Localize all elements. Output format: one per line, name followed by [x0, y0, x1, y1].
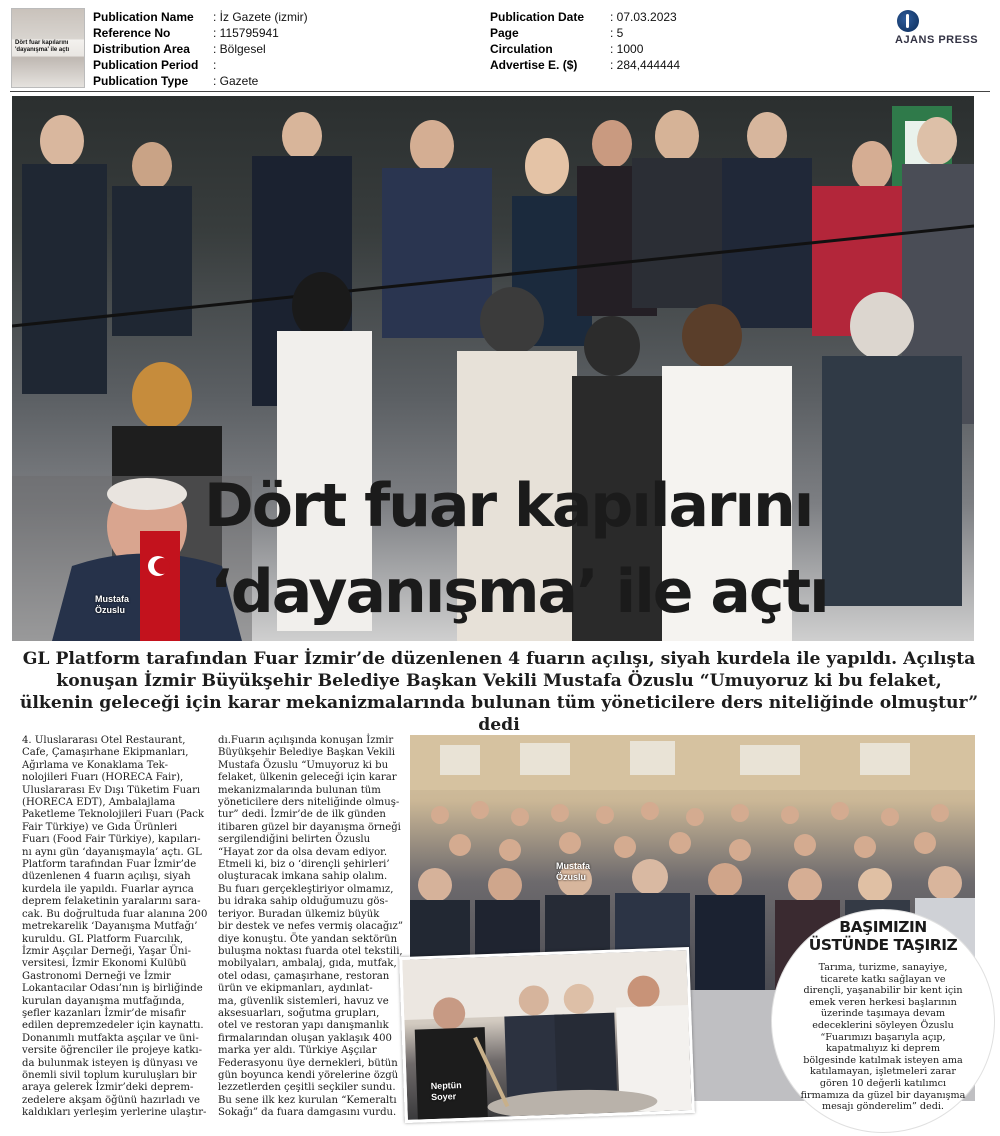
- meta-key: Publication Type: [93, 74, 189, 88]
- photo3-caption: Neptün Soyer: [430, 1080, 462, 1103]
- meta-value: : 284,444444: [610, 58, 681, 72]
- meta-key: Publication Period: [93, 58, 199, 72]
- ajans-press-logo[interactable]: [895, 10, 991, 50]
- meta-key: Distribution Area: [93, 42, 190, 56]
- headline-line-2: ‘dayanışma’ ile açtı: [210, 557, 828, 627]
- meta-row-publication-type: [93, 73, 308, 89]
- headline-line-1: Dört fuar kapılarını: [204, 471, 813, 541]
- page-thumbnail[interactable]: [11, 8, 85, 88]
- meta-value: : 5: [610, 26, 624, 40]
- meta-key: Circulation: [490, 42, 553, 56]
- sidebar-body: Tarıma, turizme, sanayiye, ticarete katkı sağlayan ve dirençli, yaşanabilir bir kent için emek veren herkesi başlarının üzerinde taşımaya devam edeceklerini söyleyen Özuslu “Fuarımızı başarıyla açıp, kapatmalıyız ki deprem bölgesinde katılmak isteyen ama katılamayan, işletmeleri zarar gören 10 değerli katılımcı firmamıza da güzel bir dayanışma mesajı gönderelim” dedi.: [800, 962, 966, 1113]
- meta-row-circulation: [490, 41, 680, 57]
- meta-key: Publication Date: [490, 10, 585, 24]
- meta-row-publication-period: [93, 57, 308, 73]
- meta-row-advertise-equivalent: [490, 57, 680, 73]
- meta-value: : 07.03.2023: [610, 10, 677, 24]
- thumbnail-headline: Dört fuar kapılarını 'dayanışma' ile açtı: [15, 40, 70, 53]
- meta-key: Reference No: [93, 26, 171, 40]
- meta-value: : 115795941: [213, 26, 279, 40]
- meta-row-page: [490, 25, 680, 41]
- meta-value: : Bölgesel: [213, 42, 266, 56]
- meta-row-distribution-area: [93, 41, 308, 57]
- meta-row-publication-name: [93, 9, 308, 25]
- publication-meta-right: [490, 9, 680, 73]
- sidebar-title-line-1: BAŞIMIZIN: [839, 918, 927, 936]
- meta-value: :: [213, 58, 217, 72]
- ajans-press-logo-text: AJANS PRESS: [895, 34, 979, 46]
- article-column-1: 4. Uluslararası Otel Restaurant, Cafe, Çamaşırhane Ekipmanları, Ağırlama ve Konaklama Tek- nolojileri Fuarı (HORECA Fair), Uluslararası Ev Dışı Tüketim Fuarı (HORECA EDT), Ambalajlama Paketleme Teknolojileri Fuarı (Pack Fair Türkiye) ve Gıda Ürünleri Fuarı (Food Fair Türkiye), kapıları- nı aynı gün ‘dayanışmayla’ açtı. GL Platform tarafından Fuar İzmir’de düzenlenen 4 fuarın açılışı, siyah kurdela ile yapıldı. Fuarlar ayrıca deprem felaketinin yaralarını sara- cak. Bu doğrultuda fuar alanına 200 metrekarelik ‘Dayanışma Mutfağı’ kuruldu. GL Platform Fuarcılık, İzmir Aşçılar Derneği, Yaşar Üni- versitesi, İzmir Ekonomi Kulübü Gastronomi Derneği ve İzmir Lokantacılar Odası’nın iş birliğinde kurulan dayanışma mutfağında, şefler kazanları İzmir’de misafir edilen depremzedeler için kaynattı. Donanımlı mutfakta aşçılar ve üni- versite öğrenciler ile projeye katkı- da bulunmak isteyen iş dünyası ve önemli sivil toplum kuruluşları bir araya gelerek İzmir’deki deprem- zedelere akşam öğünü hazırladı ve kaldıkları yerleşim yerlerine ulaştır-: [22, 735, 208, 1119]
- meta-row-reference-no: [93, 25, 308, 41]
- sidebar-quote-box: [772, 910, 994, 1132]
- photo2-caption: Mustafa Özuslu: [556, 861, 591, 882]
- meta-value: : Gazete: [213, 74, 259, 88]
- hero-photo-caption: Mustafa Özuslu: [95, 594, 130, 615]
- meta-key: Advertise E. ($): [490, 58, 578, 72]
- kitchen-photo: [399, 947, 695, 1123]
- meta-value: : İz Gazete (izmir): [213, 10, 308, 24]
- header-divider: [10, 91, 990, 92]
- meta-value: : 1000: [610, 42, 644, 56]
- sidebar-title-line-2: ÜSTÜNDE TAŞIRIZ: [808, 936, 958, 954]
- article-lead: GL Platform tarafından Fuar İzmir’de düzenlenen 4 fuarın açılışı, siyah kurdela ile yapıldı. Açılışta konuşan İzmir Büyükşehir Belediye Başkan Vekili Mustafa Özuslu “Umuyoruz ki bu felaket, ülkenin geleceği için karar mekanizmalarında bulunan tüm yöneticilere ders niteliğinde olmuştur” dedi: [19, 649, 979, 735]
- article-column-2: dı.Fuarın açılışında konuşan İzmir Büyükşehir Belediye Başkan Vekili Mustafa Özuslu “Umuyoruz ki bu felaket, ülkenin geleceği için karar mekanizmalarında bulunan tüm yöneticilere ders niteliğinde olmuş- tur” dedi. İzmir’de de ilk günden itibaren güzel bir dayanışma örneği sergilendiğini belirten Özuslu “Hayat zor da olsa devam ediyor. Etmeli ki, biz o ‘dirençli şehirleri’ oluşturacak imkana sahip olalım. Bu fuarı gerçekleştiriyor olmamız, bu idraka sahip olduğumuzu gös- teriyor. Buradan ülkemiz büyük bir destek ve nefes vermiş olacağız” diye konuştu. Öte yandan sektörün buluşma noktası fuarda otel tekstili, mobilyaları, ambalaj, gıda, mutfak, otel odası, çamaşırhane, restoran ürün ve ekipmanları, aydınlat- ma, güvenlik sistemleri, havuz ve aksesuarları, soğutma grupları, otel ve restoran yapı danışmanlık firmalarından oluşan yaklaşık 400 marka yer aldı. Türkiye Aşçılar Federasyonu üye dernekleri, bütün gün boyunca kendi yörelerine özgü lezzetlerden çeşitli seçkiler sundu. Bu sene ilk kez kurulan “Kemeraltı Sokağı” da fuara damgasını vurdu.: [218, 735, 403, 1119]
- meta-row-publication-date: [490, 9, 680, 25]
- publication-meta-left: [93, 9, 308, 89]
- meta-key: Page: [490, 26, 519, 40]
- meta-key: Publication Name: [93, 10, 194, 24]
- ajans-press-logo-icon: [897, 10, 919, 32]
